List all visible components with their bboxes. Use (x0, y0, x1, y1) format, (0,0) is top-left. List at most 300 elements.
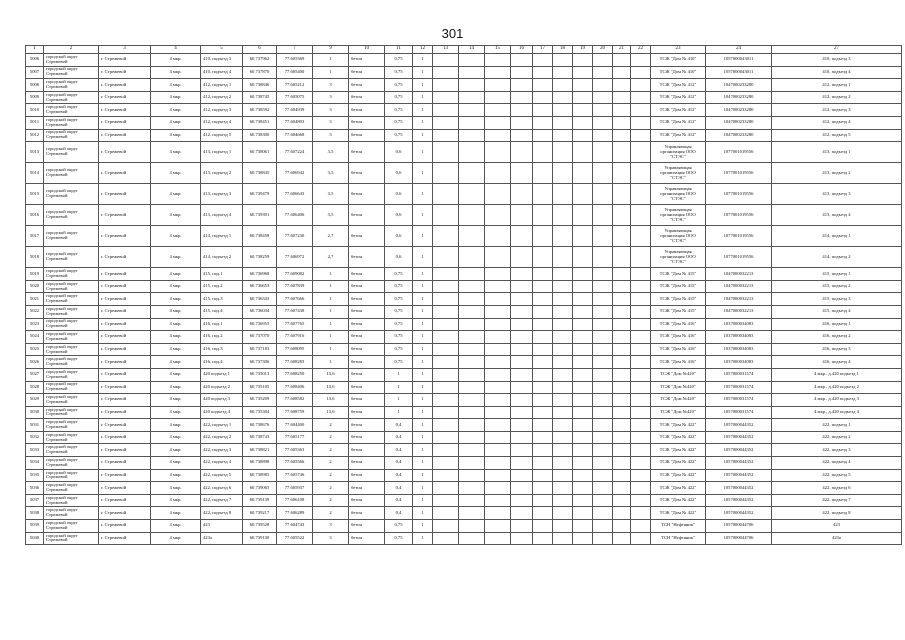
table-cell (593, 54, 613, 67)
table-cell (433, 457, 459, 470)
table-cell: 3 (313, 79, 349, 92)
table-cell (533, 226, 553, 247)
table-cell: 77.606289 (277, 507, 313, 520)
table-cell: бетон (349, 469, 385, 482)
table-cell (533, 66, 553, 79)
table-cell: 412, подъезд 2 (772, 91, 902, 104)
table-cell (573, 343, 593, 356)
table-cell (511, 280, 533, 293)
table-cell: 416, под.4 (201, 356, 243, 369)
table-cell: 3 (313, 104, 349, 117)
table-cell: 1077001019556 (706, 205, 772, 226)
table-cell: бетон (349, 280, 385, 293)
table-cell: городской округ Стрежевой (44, 280, 99, 293)
table-cell: 3 (313, 116, 349, 129)
table-row (26, 469, 902, 482)
table-cell (533, 381, 553, 394)
table-cell (533, 532, 553, 545)
table-cell (553, 205, 573, 226)
table-cell: 1 (413, 343, 433, 356)
table-cell: г. Стрежевой (99, 507, 151, 520)
table-cell (553, 66, 573, 79)
table-cell: 0,75 (385, 343, 413, 356)
table-cell (553, 226, 573, 247)
table-cell: городской округ Стрежевой (44, 356, 99, 369)
table-cell: бетон (349, 444, 385, 457)
table-row (26, 79, 902, 92)
table-cell: 1 (413, 79, 433, 92)
table-cell: 3,5 (313, 163, 349, 184)
table-cell: 3,5 (313, 184, 349, 205)
table-cell (573, 66, 593, 79)
table-cell (511, 91, 533, 104)
table-cell (553, 457, 573, 470)
table-cell (613, 226, 631, 247)
table-cell: Управляющая организация ООО "СТЭС" (651, 142, 706, 163)
table-cell: 77.605369 (277, 54, 313, 67)
table-cell: бетон (349, 520, 385, 533)
table-cell: 1057000044706 (706, 520, 772, 533)
table-cell: городской округ Стрежевой (44, 104, 99, 117)
table-cell: 4 мкр., д.420 подъезд 4 (772, 406, 902, 419)
table-cell (459, 79, 485, 92)
table-cell: 77.609082 (277, 268, 313, 281)
table-cell (573, 280, 593, 293)
table-cell: городской округ Стрежевой (44, 226, 99, 247)
table-cell: 1 (413, 163, 433, 184)
table-cell: 1 (385, 394, 413, 407)
table-cell (573, 482, 593, 495)
table-cell: 1 (413, 293, 433, 306)
table-cell: 77.607230 (277, 226, 313, 247)
table-row (26, 142, 902, 163)
table-cell: 5027 (26, 368, 44, 381)
table-cell (459, 268, 485, 281)
table-cell: 2 (313, 419, 349, 432)
table-cell (573, 469, 593, 482)
table-cell (631, 482, 651, 495)
table-cell (631, 142, 651, 163)
table-cell: 412, подъезд 1 (201, 79, 243, 92)
column-number: 20 (593, 46, 613, 54)
table-cell: 422, подъезд 4 (201, 457, 243, 470)
table-cell (613, 520, 631, 533)
table-cell (459, 66, 485, 79)
column-number: 19 (573, 46, 593, 54)
table-cell: бетон (349, 343, 385, 356)
table-cell: городской округ Стрежевой (44, 268, 99, 281)
table-cell: 422, подъезд 7 (772, 494, 902, 507)
table-cell: 0,75 (385, 268, 413, 281)
table-cell (485, 129, 511, 142)
table-cell (613, 343, 631, 356)
table-cell (573, 381, 593, 394)
table-cell: 1 (385, 381, 413, 394)
table-cell (511, 184, 533, 205)
table-cell (613, 318, 631, 331)
table-cell: 60.735013 (243, 368, 277, 381)
table-cell: 416, под.2 (201, 331, 243, 344)
table-cell: 2 (313, 457, 349, 470)
table-cell: 0,4 (385, 482, 413, 495)
table-cell (631, 520, 651, 533)
table-cell: г. Стрежевой (99, 116, 151, 129)
table-cell: ТСЖ "Дом № 422" (651, 431, 706, 444)
table-cell (593, 532, 613, 545)
table-cell: 0,75 (385, 54, 413, 67)
table-cell: 412, подъезд 2 (201, 91, 243, 104)
table-cell: 412, подъезд 3 (772, 104, 902, 117)
table-cell: 4 мкр., д.420 подъезд 2 (772, 381, 902, 394)
table-cell: 422, подъезд 3 (772, 444, 902, 457)
table-cell (533, 406, 553, 419)
table-cell: 422, подъезд 7 (201, 494, 243, 507)
table-cell: г. Стрежевой (99, 268, 151, 281)
table-cell: 410, подъезд 4 (201, 66, 243, 79)
table-cell: 423а (201, 532, 243, 545)
table-cell (433, 431, 459, 444)
table-cell: 0,6 (385, 184, 413, 205)
table-cell: ТСЖ "Дом № 415" (651, 293, 706, 306)
table-cell (573, 520, 593, 533)
table-cell (511, 142, 533, 163)
table-cell: 416, под.1 (201, 318, 243, 331)
table-cell (613, 91, 631, 104)
table-cell (553, 91, 573, 104)
table-cell (459, 520, 485, 533)
table-cell: 0,6 (385, 226, 413, 247)
column-number: 11 (385, 46, 413, 54)
table-cell (511, 129, 533, 142)
table-cell (459, 532, 485, 545)
table-cell (485, 494, 511, 507)
table-cell (593, 163, 613, 184)
table-cell: г. Стрежевой (99, 444, 151, 457)
table-cell: 3 (313, 129, 349, 142)
table-cell: 77.605363 (277, 444, 313, 457)
table-cell: 60.739528 (243, 520, 277, 533)
table-cell (553, 444, 573, 457)
table-cell: 415, под.3 (201, 293, 243, 306)
table-row (26, 482, 902, 495)
table-cell (553, 116, 573, 129)
table-cell: г. Стрежевой (99, 532, 151, 545)
table-cell (573, 293, 593, 306)
table-cell (433, 205, 459, 226)
table-cell (613, 368, 631, 381)
table-cell: ТСЖ "Дом № 416" (651, 343, 706, 356)
table-cell: 0,75 (385, 520, 413, 533)
table-cell: г. Стрежевой (99, 381, 151, 394)
table-cell: 0,75 (385, 356, 413, 369)
table-cell: 1 (413, 226, 433, 247)
table-cell: 77.608406 (277, 381, 313, 394)
table-cell (511, 343, 533, 356)
table-cell (553, 280, 573, 293)
table-row (26, 226, 902, 247)
table-cell: г. Стрежевой (99, 406, 151, 419)
table-cell (511, 305, 533, 318)
table-cell (553, 431, 573, 444)
table-cell (433, 104, 459, 117)
table-cell (485, 104, 511, 117)
table-cell (631, 79, 651, 92)
table-cell (533, 54, 553, 67)
table-cell: бетон (349, 406, 385, 419)
table-cell: бетон (349, 381, 385, 394)
table-cell: 1 (413, 368, 433, 381)
table-cell: 5012 (26, 129, 44, 142)
table-cell (459, 507, 485, 520)
table-cell: 1 (413, 520, 433, 533)
table-cell: 420 подъезд 2 (201, 381, 243, 394)
table-cell: 1057000031574 (706, 406, 772, 419)
table-cell: городской округ Стрежевой (44, 91, 99, 104)
table-cell (573, 205, 593, 226)
column-number: 4 (151, 46, 201, 54)
table-cell: 4 мкр. (151, 205, 201, 226)
table-cell: г. Стрежевой (99, 331, 151, 344)
table-cell: 60.736343 (243, 293, 277, 306)
table-cell: 1057000031574 (706, 381, 772, 394)
table-cell (485, 318, 511, 331)
table-cell: 60.737070 (243, 331, 277, 344)
table-cell: городской округ Стрежевой (44, 66, 99, 79)
table-cell: г. Стрежевой (99, 318, 151, 331)
table-cell (593, 184, 613, 205)
table-row (26, 280, 902, 293)
table-row (26, 457, 902, 470)
table-cell: 1 (313, 356, 349, 369)
table-cell: г. Стрежевой (99, 293, 151, 306)
table-cell: 4 мкр. (151, 469, 201, 482)
table-cell: 4 мкр. (151, 356, 201, 369)
table-cell (613, 268, 631, 281)
table-cell: г. Стрежевой (99, 469, 151, 482)
table-cell: г. Стрежевой (99, 494, 151, 507)
table-cell (533, 520, 553, 533)
table-cell (573, 431, 593, 444)
table-cell: 0,75 (385, 116, 413, 129)
table-cell: 3,5 (313, 205, 349, 226)
table-cell: городской округ Стрежевой (44, 507, 99, 520)
table-cell (533, 91, 553, 104)
table-cell: 1057000043011 (706, 66, 772, 79)
column-number: 18 (553, 46, 573, 54)
table-cell: 413, подъезд 4 (201, 205, 243, 226)
table-cell: ТСЖ "Дом № 416" (651, 356, 706, 369)
table-cell (593, 343, 613, 356)
table-cell (573, 226, 593, 247)
table-cell: 0,75 (385, 91, 413, 104)
table-cell: городской округ Стрежевой (44, 406, 99, 419)
table-cell (459, 343, 485, 356)
table-cell: г. Стрежевой (99, 66, 151, 79)
table-cell (631, 331, 651, 344)
table-cell: бетон (349, 356, 385, 369)
column-number: 9 (313, 46, 349, 54)
table-cell: 410, подъезд 3 (201, 54, 243, 67)
table-cell (553, 507, 573, 520)
table-cell: ТСЖ "Дом № 415" (651, 305, 706, 318)
table-cell: 5036 (26, 482, 44, 495)
table-cell: 412, подъезд 5 (772, 129, 902, 142)
table-cell: 1 (413, 91, 433, 104)
table-cell (433, 163, 459, 184)
table-cell: ТСЖ "Дом № 412" (651, 104, 706, 117)
table-cell: городской округ Стрежевой (44, 205, 99, 226)
table-cell (433, 419, 459, 432)
column-number: 22 (631, 46, 651, 54)
table-cell (631, 406, 651, 419)
table-cell (485, 280, 511, 293)
table-cell (533, 431, 553, 444)
table-cell (485, 356, 511, 369)
table-row (26, 318, 902, 331)
table-cell (533, 318, 553, 331)
table-cell (433, 116, 459, 129)
table-cell (573, 457, 593, 470)
table-cell: 422, подъезд 1 (772, 419, 902, 432)
table-cell (631, 129, 651, 142)
table-cell (485, 381, 511, 394)
table-cell (593, 431, 613, 444)
table-cell (613, 469, 631, 482)
table-cell (631, 247, 651, 268)
table-cell (593, 507, 613, 520)
table-cell (511, 532, 533, 545)
table-cell: 0,75 (385, 104, 413, 117)
table-cell (433, 268, 459, 281)
table-cell (631, 226, 651, 247)
table-cell: 1 (413, 268, 433, 281)
table-cell (433, 331, 459, 344)
table-cell (433, 368, 459, 381)
table-cell: г. Стрежевой (99, 91, 151, 104)
table-cell: 77.605400 (277, 66, 313, 79)
table-cell: городской округ Стрежевой (44, 116, 99, 129)
table-cell: 5040 (26, 532, 44, 545)
table-cell: г. Стрежевой (99, 457, 151, 470)
table-cell: 416, подъезд 4 (772, 356, 902, 369)
table-cell: 77.605212 (277, 79, 313, 92)
table-cell: г. Стрежевой (99, 394, 151, 407)
table-cell (433, 507, 459, 520)
table-cell (593, 520, 613, 533)
table-cell: 0,75 (385, 66, 413, 79)
table-cell: 1 (413, 457, 433, 470)
table-cell: бетон (349, 532, 385, 545)
table-cell (511, 406, 533, 419)
table-cell: 0,75 (385, 331, 413, 344)
table-cell: 0,6 (385, 142, 413, 163)
table-cell: бетон (349, 247, 385, 268)
table-cell: 1077001019556 (706, 142, 772, 163)
table-cell (459, 381, 485, 394)
table-cell: городской округ Стрежевой (44, 305, 99, 318)
table-cell (533, 129, 553, 142)
table-cell: 4 мкр., д.420 подъезд 3 (772, 394, 902, 407)
table-cell (511, 457, 533, 470)
table-cell: 77.604400 (277, 419, 313, 432)
table-cell (631, 305, 651, 318)
table-cell: ТСН "Нефтяник" (651, 532, 706, 545)
table-cell (613, 431, 631, 444)
table-cell: бетон (349, 142, 385, 163)
table-cell (533, 268, 553, 281)
table-cell: 2 (313, 507, 349, 520)
table-cell (459, 163, 485, 184)
table-cell (613, 293, 631, 306)
table-cell: 1 (413, 116, 433, 129)
table-cell (533, 163, 553, 184)
table-cell: 1047000032213 (706, 293, 772, 306)
page-number: 301 (441, 26, 464, 41)
table-cell (433, 520, 459, 533)
table-cell (459, 356, 485, 369)
column-number: 10 (349, 46, 385, 54)
table-cell (613, 104, 631, 117)
table-cell: 410, подъезд 4 (772, 66, 902, 79)
table-cell (459, 184, 485, 205)
table-cell: Управляющая организация ООО "СТЭС" (651, 184, 706, 205)
table-cell (553, 469, 573, 482)
table-cell (533, 142, 553, 163)
table-cell: 415, подъезд 1 (772, 268, 902, 281)
table-cell: 60.738985 (243, 469, 277, 482)
table-cell (459, 331, 485, 344)
table-cell: 60.735105 (243, 381, 277, 394)
table-cell (533, 494, 553, 507)
table-cell: 77.606643 (277, 184, 313, 205)
table-cell: 1 (313, 54, 349, 67)
table-cell: 2 (313, 469, 349, 482)
table-cell (433, 280, 459, 293)
column-number: 13 (433, 46, 459, 54)
table-cell: 422, подъезд 4 (772, 457, 902, 470)
table-cell: г. Стрежевой (99, 104, 151, 117)
table-row (26, 305, 902, 318)
column-number: 3 (99, 46, 151, 54)
table-cell (459, 406, 485, 419)
table-cell (533, 305, 553, 318)
table-cell (613, 280, 631, 293)
table-cell: 1077001019556 (706, 247, 772, 268)
table-cell: 60.739217 (243, 507, 277, 520)
table-cell: ТСЖ "Дом № 422" (651, 507, 706, 520)
table-cell: бетон (349, 482, 385, 495)
table-cell (433, 79, 459, 92)
table-cell (553, 368, 573, 381)
table-cell (459, 116, 485, 129)
table-cell: 1 (413, 494, 433, 507)
table-cell: г. Стрежевой (99, 129, 151, 142)
table-cell: городской округ Стрежевой (44, 343, 99, 356)
table-cell: 4 мкр. (151, 419, 201, 432)
table-cell (533, 205, 553, 226)
table-cell (485, 406, 511, 419)
table-cell (459, 368, 485, 381)
table-cell: 422, подъезд 1 (201, 419, 243, 432)
table-row (26, 368, 902, 381)
table-cell: 77.604743 (277, 520, 313, 533)
table-cell (433, 356, 459, 369)
table-cell: 1037000034083 (706, 331, 772, 344)
table-cell (593, 79, 613, 92)
table-cell (459, 394, 485, 407)
table-cell: 4 мкр. (151, 381, 201, 394)
table-cell (553, 268, 573, 281)
